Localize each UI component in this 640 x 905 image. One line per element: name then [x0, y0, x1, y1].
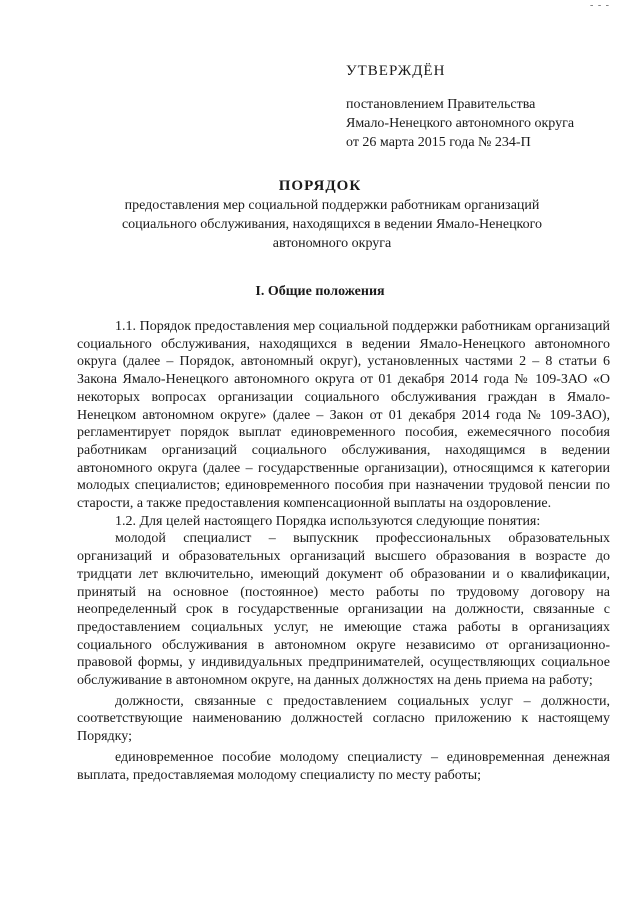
approval-line: постановлением Правительства: [346, 97, 536, 112]
paragraph: 1.2. Для целей настоящего Порядка используются следующие понятия:: [115, 513, 541, 529]
document-body: [77, 318, 610, 784]
paragraph: должности, связанные с предоставлением социальных услуг – должности, соответствующие наименованию должностей согласно приложению к настоящему Порядку;: [77, 693, 610, 745]
corner-mark: - - -: [590, 0, 610, 11]
document-title: ПОРЯДОК: [278, 178, 362, 194]
approval-block: [346, 62, 616, 152]
document-subtitle: предоставления мер социальной поддержки работникам организаций социального обслуживания, находящихся в ведении Ямало-Ненецкого автономного округа: [121, 198, 543, 251]
paragraph: молодой специалист – выпускник профессиональных образовательных организаций и образовательных организаций высшего образования в возрасте до тридцати лет включительно, имеющий документ об образовании и о квалификации, принятый на основное (постоянное) место работы по трудовому договору на неопределенный срок в государственные организации на должности, связанные с предоставлением социальных услуг, не имеющие стажа работы в организациях социального обслуживания в автономном округе независимо от организационно-правовой формы, у индивидуальных предпринимателей, осуществляющих социальное обслуживание в автономном округе, на данных должностях на день приема на работу;: [77, 531, 610, 689]
paragraph: 1.1. Порядок предоставления мер социальной поддержки работникам организаций социального обслуживания, находящихся в ведении Ямало-Ненецкого автономного округа (далее – Порядок, автономный округ), установленных частями 2 – 8 статьи 6 Закона Ямало-Ненецкого автономного округа от 01 декабря 2014 года № 109-ЗАО «О некоторых вопросах организации социального обслуживания граждан в Ямало-Ненецком автономном округе» (далее – Закон от 01 декабря 2014 года № 109-ЗАО), регламентирует порядок выплат единовременного пособия, ежемесячного пособия работникам организаций социального обслуживания, находящимся в ведении автономного округа (далее – государственные организации), относящимся к категории молодых специалистов; единовременного пособия при назначении трудовой пенсии по старости, а также предоставления компенсационной выплаты на оздоровление.: [77, 319, 610, 512]
paragraph: единовременное пособие молодому специалисту – единовременная денежная выплата, предоставляемая молодому специалисту по месту работы;: [77, 749, 610, 783]
section-heading: I. Общие положения: [255, 284, 385, 299]
approval-line: от 26 марта 2015 года № 234-П: [346, 135, 531, 150]
approval-heading: УТВЕРЖДЁН: [346, 63, 446, 79]
approval-line: Ямало-Ненецкого автономного округа: [346, 116, 575, 131]
